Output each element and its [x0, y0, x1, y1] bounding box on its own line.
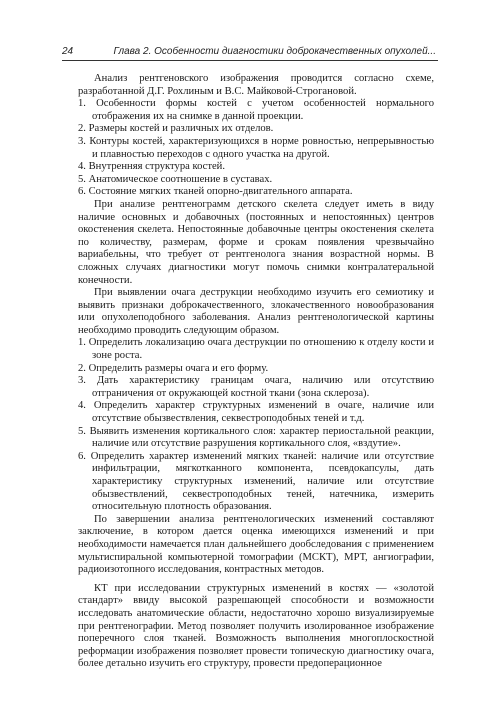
list-item: 5. Выявить изменения кортикального слоя: характер периостальной реакции, наличие или отсутствие разрушения кортикального слоя, «вздутие». — [78, 425, 434, 450]
list-item: 4. Внутренняя структура костей. — [78, 161, 225, 173]
paragraph: При анализе рентгенограмм детского скелета следует иметь в виду наличие основных и добавочных (постоянных и непостоянных) центров окостенения скелета. Непостоянные добавочные центры окостенения скелета по количеству, размерам, форме и срокам появления чрезвычайно вариабельны, что требует от рентгенолога знания возрастной нормы. В сложных случаях диагностики могут помочь снимки контралатеральной конечности. — [78, 198, 434, 286]
destruction-focus-list — [78, 337, 434, 513]
analysis-scheme-list — [78, 98, 434, 199]
list-item: 6. Состояние мягких тканей опорно-двигательного аппарата. — [78, 186, 353, 198]
list-item: 1. Определить локализацию очага деструкции по отношению к отделу кости и зоне роста. — [78, 337, 434, 362]
list-item: 2. Определить размеры очага и его форму. — [78, 362, 269, 374]
list-item: 6. Определить характер изменений мягких тканей: наличие или отсутствие инфильтрации, мягкотканного компонента, псевдокапсулы, дать характеристику структурных изменений, наличие или отсутствие обызвествлений, секвестроподобных теней, натечника, измерить относительную плотность образования. — [78, 450, 434, 513]
intro-paragraph: Анализ рентгеновского изображения проводится согласно схеме, разработанной Д.Г. Рохлиным и В.С. Майковой-Строгановой. — [78, 73, 434, 97]
running-header: Глава 2. Особенности диагностики доброкачественных опухолей... — [113, 46, 436, 57]
page-number: 24 — [62, 46, 74, 57]
paragraph: По завершении анализа рентгенологических изменений составляют заключение, в котором дается оценка имеющихся изменений и при необходимости намечается план дальнейшего дообследования с применением мультиспиральной компьютерной томографии (МСКТ), МРТ, ангиографии, радиоизотопного исследования, контрастных методов. — [78, 513, 434, 576]
list-item: 1. Особенности формы костей с учетом особенностей нормального отображения их на снимке в данной проекции. — [78, 98, 434, 122]
paragraph: При выявлении очага деструкции необходимо изучить его семиотику и выявить признаки доброкачественного, злокачественного новообразования или опухолеподобного заболевания. Анализ рентгенологической картины необходимо проводить следующим образом. — [78, 287, 434, 336]
list-item: 4. Определить характер структурных изменений в очаге, наличие или отсутствие обызвествления, секвестроподобных теней и т.д. — [78, 400, 434, 425]
body-text — [78, 73, 434, 671]
header-rule — [62, 60, 438, 61]
paragraph: КТ при исследовании структурных изменений в костях — «золотой стандарт» ввиду высокой разрешающей способности и возможности исследовать анатомические области, недостаточно хорошо визуализируемые при рентгенографии. Метод позволяет получить изолированное изображение поперечного слоя тканей. Возможность выполнения многоплоскостной реформации изображения позволяет провести топическую диагностику очага, более детально изучить его структуру, провести предоперационное — [78, 582, 434, 670]
list-item: 2. Размеры костей и различных их отделов. — [78, 123, 274, 135]
list-item: 3. Контуры костей, характеризующихся в норме ровностью, непрерывностью и плавностью переходов с одного участка на другой. — [78, 135, 434, 160]
list-item: 3. Дать характеристику границам очага, наличию или отсутствию отграничения от окружающей костной ткани (зона склероза). — [78, 375, 434, 399]
list-item: 5. Анатомическое соотношение в суставах. — [78, 173, 273, 185]
